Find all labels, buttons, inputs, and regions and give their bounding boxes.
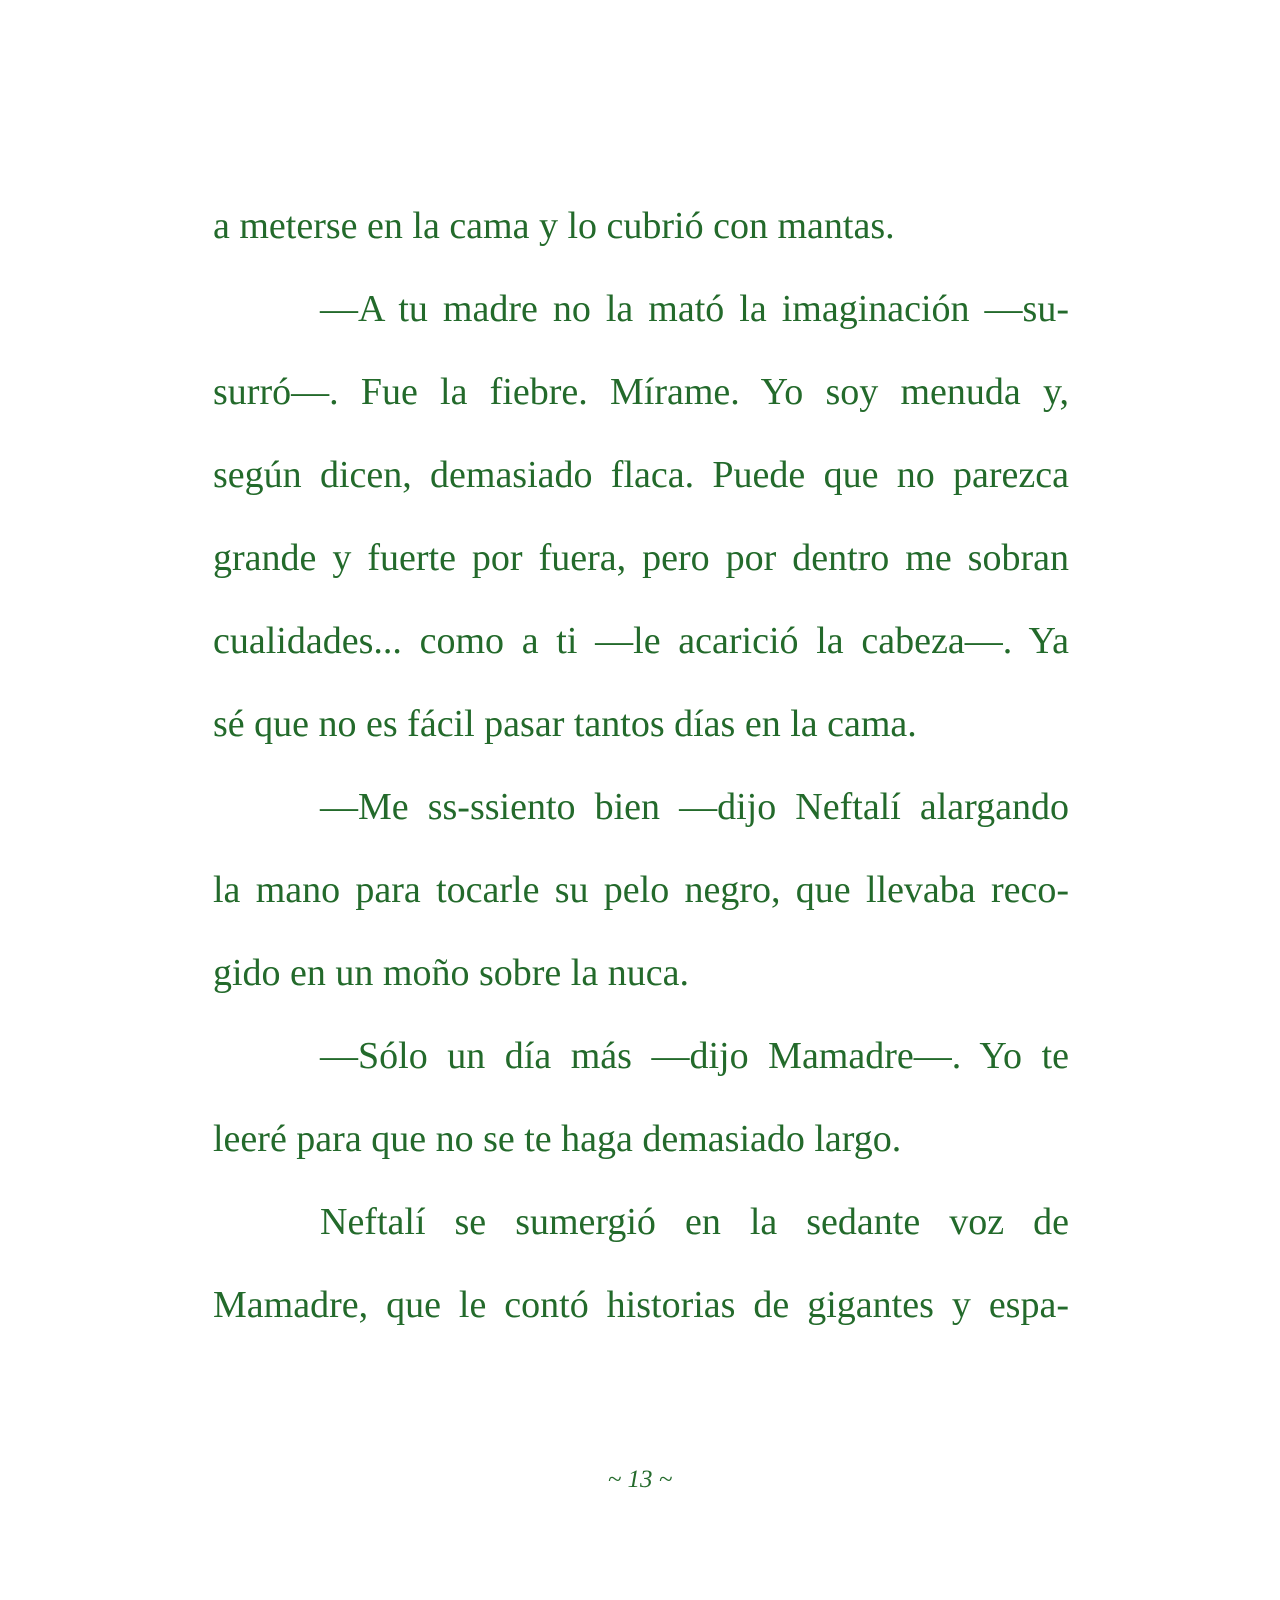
text-line: Neftalí se sumergió en la sedante voz de (320, 1201, 1069, 1243)
text-line: surró—. Fue la fiebre. Mírame. Yo soy menuda y, (213, 371, 1069, 413)
text-line: —Me ss-ssiento bien —dijo Neftalí alargando (320, 786, 1069, 828)
text-line: a meterse en la cama y lo cubrió con mantas. (213, 205, 895, 247)
text-line: grande y fuerte por fuera, pero por dentro me sobran (213, 537, 1069, 579)
text-line: —Sólo un día más —dijo Mamadre—. Yo te (320, 1035, 1069, 1077)
text-line: la mano para tocarle su pelo negro, que llevaba reco- (213, 869, 1069, 911)
text-line: sé que no es fácil pasar tantos días en la cama. (213, 703, 917, 745)
text-line: cualidades... como a ti —le acarició la cabeza—. Ya (213, 620, 1069, 662)
text-line: leeré para que no se te haga demasiado largo. (213, 1118, 902, 1160)
text-line: —A tu madre no la mató la imaginación —su- (320, 288, 1069, 330)
text-line: según dicen, demasiado flaca. Puede que no parezca (213, 454, 1069, 496)
page-number: ~ 13 ~ (607, 1466, 673, 1493)
text-line: Mamadre, que le contó historias de gigantes y espa- (213, 1284, 1069, 1326)
text-line: gido en un moño sobre la nuca. (213, 952, 689, 994)
